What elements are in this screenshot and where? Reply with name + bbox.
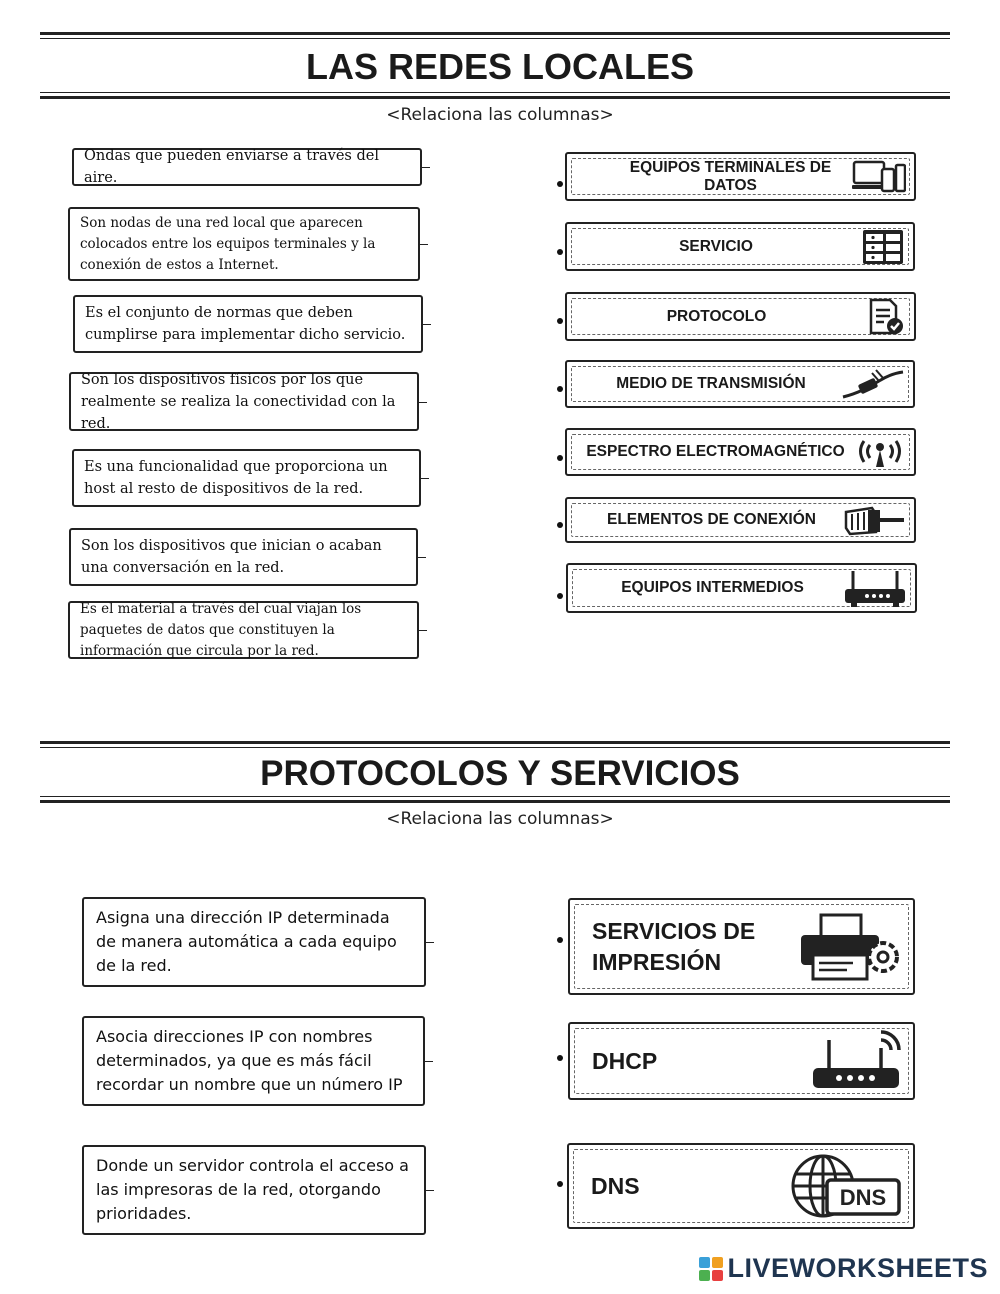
liveworksheets-logo-icon (699, 1257, 723, 1281)
match-dot[interactable] (557, 455, 563, 461)
definition-text: Es el material a través del cual viajan los paquetes de datos que constituyen la información que circula por la red. (80, 600, 362, 659)
term-box[interactable] (565, 497, 916, 543)
section2-title: PROTOCOLOS Y SERVICIOS (260, 754, 740, 793)
match-dot[interactable] (557, 386, 563, 392)
term-label: ELEMENTOS DE CONEXIÓN (607, 511, 816, 528)
term-label: MEDIO DE TRANSMISIÓN (616, 375, 806, 392)
header-rule-top-thin (40, 38, 950, 39)
term-box[interactable] (568, 1022, 915, 1100)
header-rule-bottom-thin (40, 796, 950, 797)
definition-box (73, 295, 423, 353)
header-rule-top-thin (40, 747, 950, 748)
match-dot[interactable] (557, 249, 563, 255)
term-label: DHCP (592, 1047, 658, 1074)
term-box[interactable] (567, 1143, 915, 1229)
router-icon (843, 568, 907, 608)
definition-text: Son nodas de una red local que aparecen colocados entre los equipos terminales y la conexión de estos a Internet. (80, 214, 376, 273)
match-dot[interactable] (557, 181, 563, 187)
match-dot[interactable] (557, 1181, 563, 1187)
definition-text: Donde un servidor controla el acceso a las impresoras de la red, otorgando prioridades. (96, 1156, 409, 1223)
term-label: EQUIPOS INTERMEDIOS (621, 579, 804, 596)
term-label: PROTOCOLO (666, 307, 767, 325)
section1-subtitle: <Relaciona las columnas> (386, 105, 614, 125)
section2-subtitle: <Relaciona las columnas> (386, 809, 614, 829)
document-check-icon (866, 297, 906, 337)
brand-name: LIVEWORKSHEETS (727, 1253, 988, 1283)
term-label: EQUIPOS TERMINALES DE DATOS (629, 158, 832, 194)
term-box[interactable] (565, 292, 916, 341)
term-box[interactable] (565, 360, 915, 408)
match-dot[interactable] (557, 1055, 563, 1061)
match-dot[interactable] (557, 937, 563, 943)
term-box[interactable] (568, 898, 915, 995)
wifi-router-icon (809, 1030, 905, 1092)
match-dot[interactable] (557, 318, 563, 324)
liveworksheets-brand (699, 1253, 988, 1284)
match-dot[interactable] (557, 593, 563, 599)
term-label: SERVICIOS DE IMPRESIÓN (592, 917, 756, 975)
definition-text: Asocia direcciones IP con nombres determinados, ya que es más fácil recordar un nombre que un número IP (96, 1027, 403, 1094)
definition-text: Son los dispositivos que inician o acaban una conversación en la red. (81, 538, 382, 576)
definition-box (82, 1016, 425, 1106)
network-connector-icon (842, 504, 906, 536)
term-box[interactable] (565, 222, 915, 271)
definition-text: Asigna una dirección IP determinada de manera automática a cada equipo de la red. (96, 908, 397, 975)
computer-devices-icon (852, 159, 906, 195)
term-label: ESPECTRO ELECTROMAGNÉTICO (586, 443, 845, 460)
header-rule-bottom (40, 96, 950, 99)
wireless-antenna-icon (854, 435, 906, 469)
definition-box (82, 1145, 426, 1235)
definition-text: Es una funcionalidad que proporciona un host al resto de dispositivos de la red. (84, 459, 388, 497)
cable-icon (839, 367, 905, 401)
definition-box (68, 207, 420, 281)
header-rule-bottom-thin (40, 92, 950, 93)
header-rule-top (40, 32, 950, 35)
term-box[interactable] (566, 563, 917, 613)
section1-title: LAS REDES LOCALES (305, 46, 695, 87)
term-box[interactable] (565, 152, 916, 201)
definition-box (72, 148, 422, 186)
term-label: DNS (591, 1172, 640, 1199)
definition-text: Son los dispositivos físicos por los que realmente se realiza la conectividad con la red. (81, 371, 396, 432)
definition-text: Es el conjunto de normas que deben cumplirse para implementar dicho servicio. (85, 305, 406, 343)
header-rule-top (40, 741, 950, 744)
definition-text: Ondas que pueden enviarse a través del aire. (84, 148, 379, 186)
definition-box (72, 449, 421, 507)
definition-box (82, 897, 426, 987)
header-rule-bottom (40, 800, 950, 803)
term-label: SERVICIO (679, 237, 753, 255)
printer-gear-icon (793, 909, 905, 985)
definition-box (69, 528, 418, 586)
term-box[interactable] (565, 428, 916, 476)
globe-dns-icon (777, 1152, 905, 1220)
match-dot[interactable] (557, 522, 563, 528)
server-rack-icon (861, 228, 905, 266)
dns-badge-text: DNS (839, 1185, 887, 1210)
definition-box (68, 601, 419, 659)
definition-box (69, 372, 419, 431)
